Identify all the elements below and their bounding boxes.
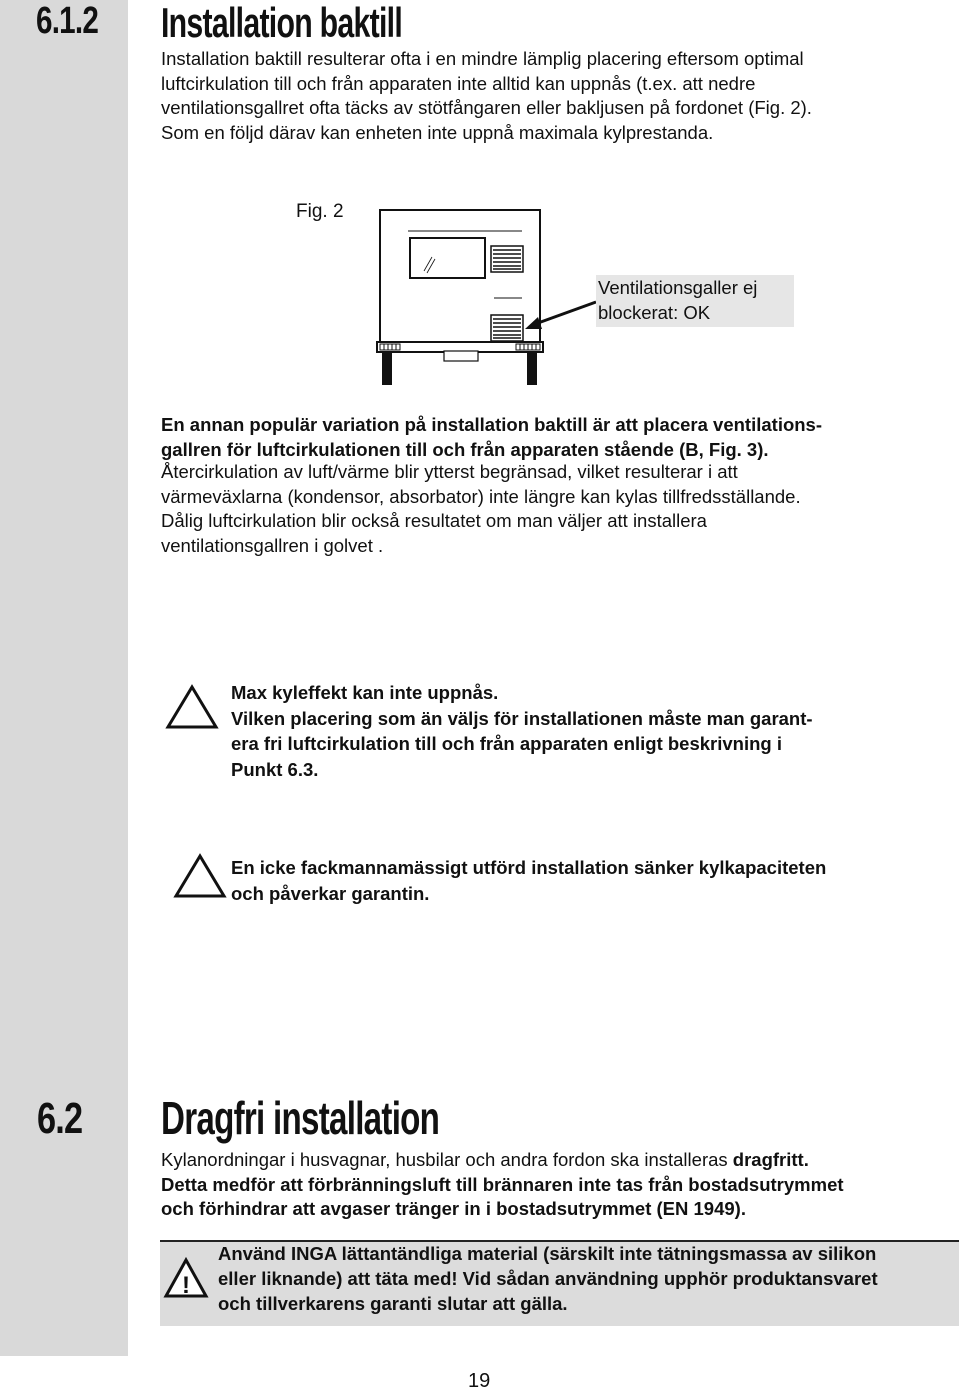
- danger-triangle-icon: [162, 1256, 210, 1300]
- page-number: 19: [468, 1370, 491, 1392]
- text-line: luftcirkulation till och från apparaten inte alltid kan uppnås (t.ex. att nedre: [161, 72, 756, 94]
- text-line: Installation baktill resulterar ofta i en mindre lämplig placering eftersom optimal: [161, 48, 804, 69]
- bold-paragraph: [161, 413, 822, 462]
- figure-callout: [596, 275, 794, 327]
- emphasis-text: dragfritt.: [732, 1149, 809, 1170]
- text-line: och förhindrar att avgaser tränger in i bostadsutrymmet (EN 1949).: [161, 1198, 746, 1219]
- text-line: En icke fackmannamässigt utförd installation sänker kylkapaciteten: [231, 857, 827, 878]
- text-line: Punkt 6.3.: [231, 758, 319, 780]
- text-line: ventilationsgallren i golvet .: [161, 534, 384, 556]
- body-paragraph: [161, 460, 801, 558]
- warning-notice-1: [231, 680, 813, 782]
- text-line: Som en följd därav kan enheten inte uppnå maximala kylprestanda.: [161, 121, 714, 143]
- section-title: Installation baktill: [161, 0, 403, 46]
- text-line: gallren för luftcirkulationen till och från apparaten stående (B, Fig. 3).: [161, 438, 769, 460]
- callout-line: blockerat: OK: [598, 302, 711, 323]
- text-line: Dålig luftcirkulation blir också resultatet om man väljer att installera: [161, 510, 707, 531]
- text-line: Använd INGA lättantändliga material (särskilt inte tätningsmassa av silikon: [218, 1243, 877, 1264]
- fridge-rear-figure: [370, 205, 610, 391]
- warning-triangle-icon: [164, 683, 220, 731]
- sidebar-band: [0, 0, 128, 1356]
- text-line: och tillverkarens garanti slutar att gälla.: [218, 1293, 568, 1314]
- text-line: Max kyleffekt kan inte uppnås.: [231, 682, 499, 703]
- danger-symbol: !: [182, 1272, 190, 1299]
- text-line: Vilken placering som än väljs för installationen måste man garant-: [231, 707, 813, 729]
- text-line: eller liknande) att täta med! Vid sådan användning upphör produktansvaret: [218, 1268, 878, 1289]
- section-number: 6.1.2: [36, 0, 99, 42]
- text-line: och påverkar garantin.: [231, 882, 430, 904]
- danger-notice-text: [218, 1241, 958, 1316]
- text-line: En annan populär variation på installation baktill är att placera ventilations-: [161, 414, 823, 435]
- text-line: era fri luftcirkulation till och från apparaten enligt beskrivning i: [231, 733, 782, 754]
- section-number: 6.2: [37, 1094, 83, 1143]
- figure-label: Fig. 2: [296, 201, 344, 222]
- intro-paragraph: [161, 47, 812, 145]
- text-line: Återcirkulation av luft/värme blir ytterst begränsad, vilket resulterar i att: [161, 461, 738, 482]
- text-line: värmeväxlarna (kondensor, absorbator) inte längre kan kylas tillfredsställande.: [161, 485, 801, 507]
- section-title: Dragfri installation: [161, 1092, 440, 1144]
- warning-notice-2: [231, 855, 826, 906]
- text-line: Kylanordningar i husvagnar, husbilar och andra fordon ska installeras: [161, 1149, 733, 1170]
- section2-paragraph: [161, 1148, 844, 1222]
- text-line: ventilationsgallret ofta täcks av stötfångaren eller bakljusen på fordonet (Fig. 2).: [161, 97, 812, 118]
- callout-line: Ventilationsgaller ej: [598, 277, 758, 298]
- text-line: Detta medför att förbränningsluft till brännaren inte tas från bostadsutrymmet: [161, 1173, 844, 1195]
- warning-triangle-icon: [172, 852, 228, 900]
